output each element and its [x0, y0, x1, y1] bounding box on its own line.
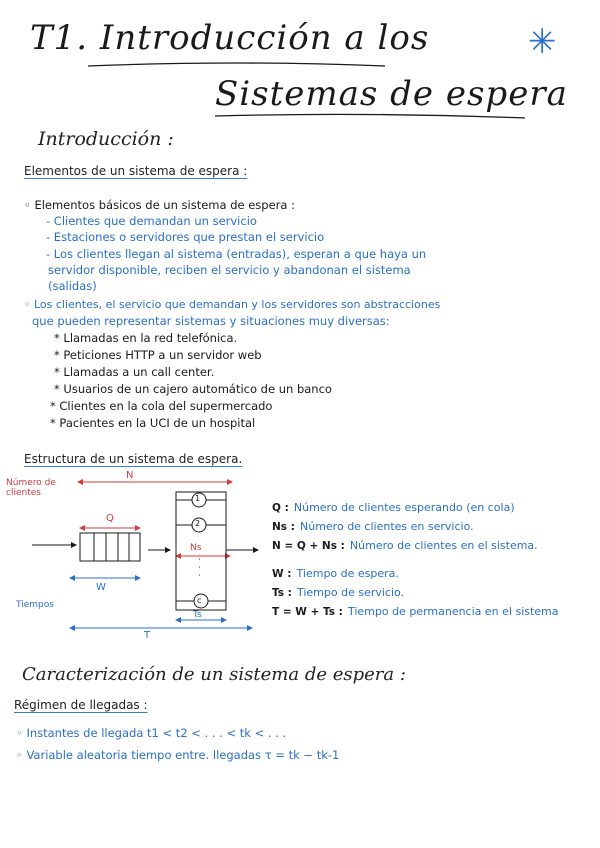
example-item: * Clientes en la cola del supermercado: [50, 399, 273, 413]
label-t: T: [144, 630, 151, 641]
legend-row: T = W + Ts : Tiempo de permanencia en el sistema: [272, 605, 559, 618]
server-c-label: c: [197, 596, 202, 605]
basic-item: - Los clientes llegan al sistema (entradas), esperan a que haya un: [46, 247, 427, 261]
server-2-label: 2: [195, 519, 201, 528]
basic-item: - Clientes que demandan un servicio: [46, 214, 257, 228]
legend-row: N = Q + Ns : Número de clientes en el sistema.: [272, 539, 538, 552]
example-item: * Pacientes en la UCI de un hospital: [50, 416, 256, 430]
elements-subheading: Elementos de un sistema de espera :: [24, 164, 248, 178]
label-number-of-clients: Número de clientes: [6, 478, 56, 498]
legend-row: W : Tiempo de espera.: [272, 567, 399, 580]
arrivals-item: ◦ Instantes de llegada t1 < t2 < . . . < tk < . . .: [16, 726, 287, 740]
queue-box: [80, 533, 140, 561]
legend-row: Ts : Tiempo de servicio.: [272, 586, 405, 599]
legend: [272, 496, 559, 619]
abstraction-line: que pueden representar sistemas y situaciones muy diversas:: [32, 314, 390, 328]
label-q: Q: [106, 513, 114, 524]
basic-item: - Estaciones o servidores que prestan el servicio: [46, 230, 325, 244]
basic-item: (salidas): [48, 279, 97, 293]
server-dots: · · ·: [198, 555, 201, 581]
characterization-heading: Caracterización de un sistema de espera :: [22, 664, 406, 685]
label-w: W: [96, 582, 106, 593]
label-times: Tiempos: [16, 600, 54, 610]
arrivals-subheading: Régimen de llegadas :: [14, 698, 148, 712]
page-title-line-1: T1. Introducción a los: [30, 18, 430, 58]
intro-heading: Introducción :: [38, 128, 174, 150]
example-item: * Peticiones HTTP a un servidor web: [54, 348, 262, 362]
title-underlines: [0, 0, 600, 130]
basic-item: servidor disponible, reciben el servicio y abandonan el sistema: [48, 263, 411, 277]
structure-subheading: Estructura de un sistema de espera.: [24, 452, 243, 466]
example-item: * Llamadas a un call center.: [54, 365, 215, 379]
basic-elements-heading: ◦ Elementos básicos de un sistema de espera :: [24, 198, 295, 212]
example-item: * Llamadas en la red telefónica.: [54, 331, 238, 345]
label-n: N: [126, 470, 134, 481]
asterisk-icon: ✳: [528, 22, 557, 62]
server-1-label: 1: [195, 494, 201, 503]
label-ts: Ts: [193, 610, 202, 620]
legend-row: Q : Número de clientes esperando (en cola): [272, 501, 515, 514]
example-item: * Usuarios de un cajero automático de un banco: [54, 382, 332, 396]
legend-row: Ns : Número de clientes en servicio.: [272, 520, 474, 533]
abstraction-line: ◦ Los clientes, el servicio que demandan y los servidores son abstracciones: [24, 298, 441, 311]
label-ns: Ns: [190, 543, 202, 553]
arrivals-item: ◦ Variable aleatoria tiempo entre. llegadas τ = tk − tk-1: [16, 748, 340, 762]
page-title-line-2: Sistemas de espera: [215, 74, 568, 114]
